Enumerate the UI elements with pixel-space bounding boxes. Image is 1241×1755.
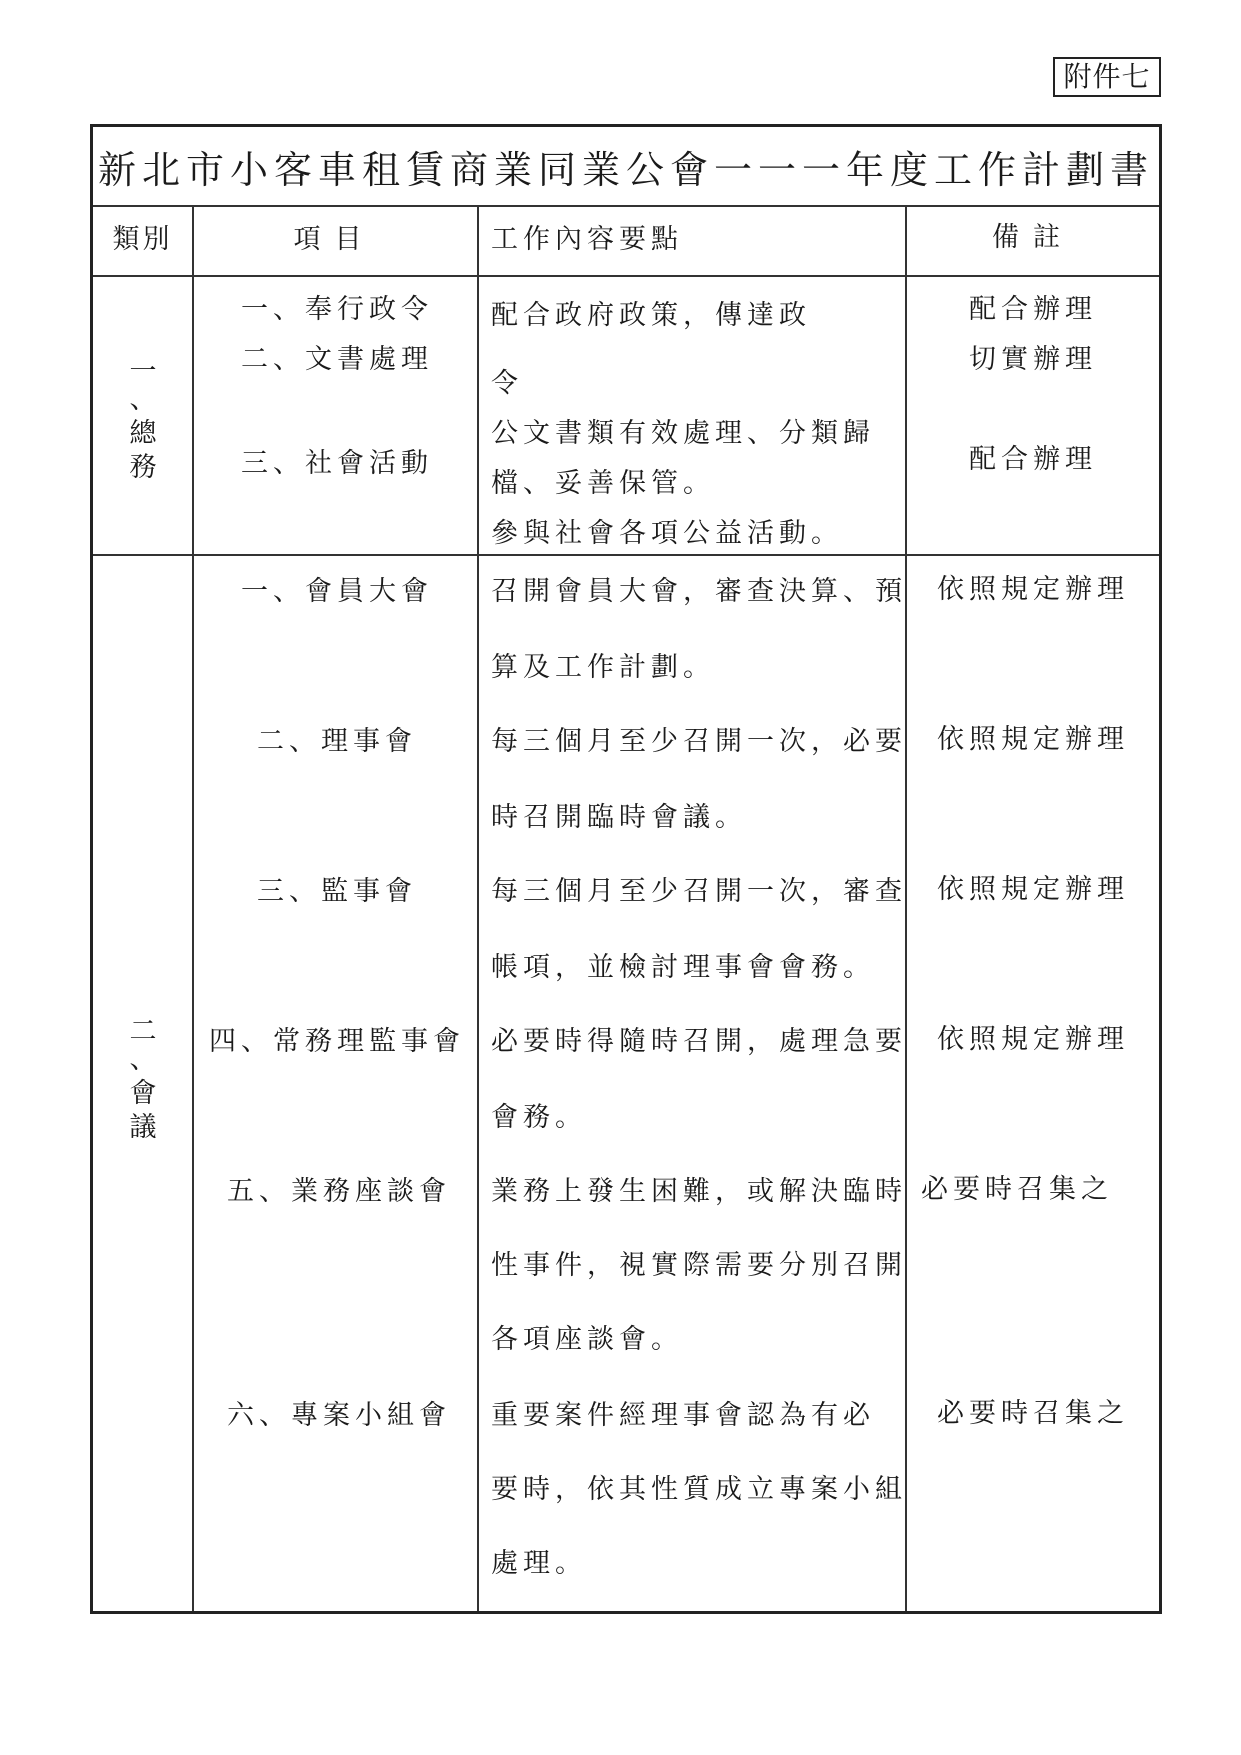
content-line: 重要案件經理事會認為有必 [491, 1400, 875, 1431]
category-char: 議 [129, 1112, 157, 1143]
note-text: 配合辦理 [969, 294, 1097, 325]
item-label: 四、常務理監事會 [209, 1026, 465, 1057]
content-line: 要時，依其性質成立專案小組 [491, 1474, 907, 1505]
content-line: 每三個月至少召開一次，必要 [491, 726, 907, 757]
content-line: 檔、妥善保管。 [491, 468, 715, 499]
note-text: 切實辦理 [969, 344, 1097, 375]
item-label: 三、監事會 [257, 876, 417, 907]
note-text: 依照規定辦理 [937, 1024, 1129, 1055]
note-text: 必要時召集之 [937, 1398, 1129, 1429]
category-char: 二 [129, 1016, 157, 1047]
header-note: 備註 [992, 222, 1074, 253]
content-line: 處理。 [491, 1548, 587, 1579]
note-text: 依照規定辦理 [937, 724, 1129, 755]
item-label: 一、會員大會 [241, 576, 433, 607]
item-label: 一、奉行政令 [241, 294, 433, 325]
note-text: 依照規定辦理 [937, 874, 1129, 905]
content-line: 令 [491, 368, 523, 399]
category-meetings [123, 1015, 163, 1145]
category-char: 會 [129, 1078, 157, 1109]
content-line: 業務上發生困難，或解決臨時 [491, 1176, 907, 1207]
section-divider [93, 554, 1159, 556]
header-content: 工作內容要點 [491, 224, 683, 255]
category-char: 務 [129, 452, 157, 483]
column-divider-1 [192, 205, 194, 1611]
note-text: 配合辦理 [969, 444, 1097, 475]
content-line: 各項座談會。 [491, 1324, 683, 1355]
title-divider [93, 205, 1159, 207]
item-label: 五、業務座談會 [227, 1176, 451, 1207]
header-category: 類別 [112, 224, 173, 255]
note-text: 依照規定辦理 [937, 574, 1129, 605]
item-label: 六、專案小組會 [227, 1400, 451, 1431]
content-line: 會務。 [491, 1102, 587, 1133]
item-label: 三、社會活動 [241, 448, 433, 479]
content-line: 帳項，並檢討理事會會務。 [491, 952, 875, 983]
column-divider-2 [477, 205, 479, 1611]
item-label: 二、理事會 [257, 726, 417, 757]
content-line: 參與社會各項公益活動。 [491, 518, 843, 549]
item-label: 二、文書處理 [241, 344, 433, 375]
attachment-label: 附件七 [1053, 57, 1161, 97]
content-line: 配合政府政策，傳達政 [491, 300, 811, 331]
category-char: 、 [129, 384, 157, 415]
category-general-affairs [123, 355, 163, 485]
category-char: 總 [129, 418, 157, 449]
header-divider [93, 275, 1159, 277]
note-text: 必要時召集之 [921, 1174, 1113, 1205]
content-line: 性事件，視實際需要分別召開 [491, 1250, 907, 1281]
content-line: 算及工作計劃。 [491, 652, 715, 683]
header-item: 項目 [293, 224, 376, 255]
content-line: 時召開臨時會議。 [491, 802, 747, 833]
work-plan-table [90, 124, 1162, 1614]
content-line: 必要時得隨時召開，處理急要 [491, 1026, 907, 1057]
content-line: 召開會員大會，審查決算、預 [491, 576, 907, 607]
content-line: 每三個月至少召開一次，審查 [491, 876, 907, 907]
document-title: 新北市小客車租賃商業同業公會一一一年度工作計劃書 [97, 148, 1154, 192]
category-char: 、 [129, 1044, 157, 1075]
content-line: 公文書類有效處理、分類歸 [491, 418, 875, 449]
category-char: 一 [129, 356, 157, 387]
